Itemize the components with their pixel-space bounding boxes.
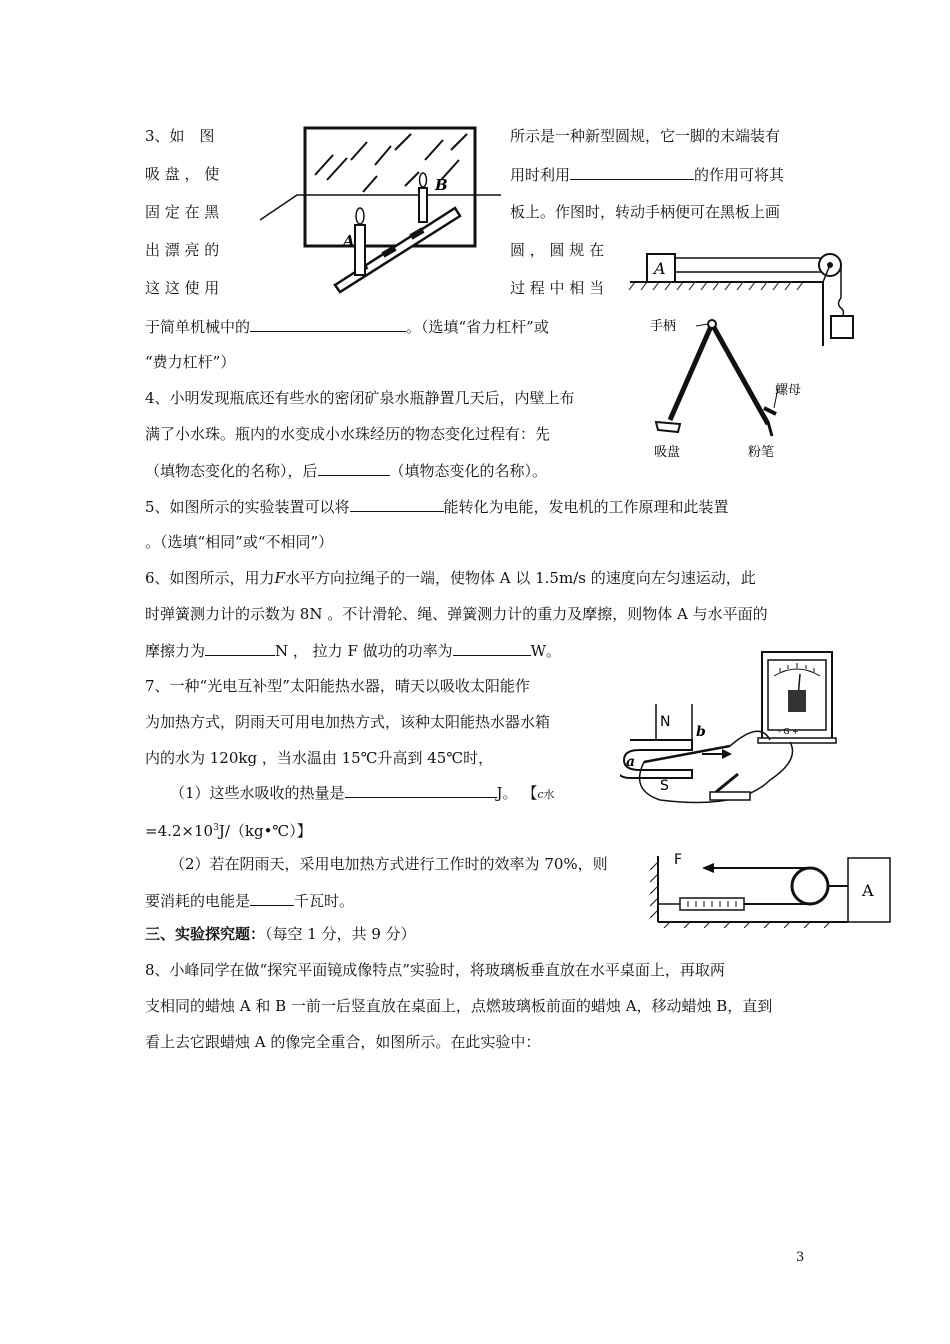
q5-blank-energy[interactable] xyxy=(350,496,444,512)
q6-line1-text-b: 水平方向拉绳子的一端，使物体 A 以 1.5m/s 的速度向左匀速运动，此 xyxy=(284,569,756,587)
page-number: 3 xyxy=(796,1250,805,1265)
q7-line1: 7、一种“光电互补型”太阳能热水器，晴天以吸收太阳能作 xyxy=(145,677,530,695)
force-f-label: F xyxy=(674,852,683,868)
mirror-candle-figure xyxy=(255,120,505,300)
q6-blank-power[interactable] xyxy=(453,640,531,656)
q4-blank-second[interactable] xyxy=(318,460,390,476)
q7-line4-sub: 水 xyxy=(543,788,555,801)
block-a2-label: A xyxy=(862,881,874,900)
q3-line3-left: 固 定 在 黑 xyxy=(145,203,220,221)
q7-line3: 内的水为 120kg ，当水温由 15℃升高到 45℃时， xyxy=(145,749,494,767)
wire-end-b-label: b xyxy=(696,724,706,740)
candle-a-label: A xyxy=(343,232,355,250)
spring-pulley-figure xyxy=(640,848,895,928)
q7-line5-text-b: J/（kg•℃）】 xyxy=(218,822,312,840)
magnet-n-label: N xyxy=(660,714,671,730)
q8-line1: 8、小峰同学在做“探究平面镜成像特点”实验时，将玻璃板垂直放在水平桌面上，再取两 xyxy=(145,961,725,979)
magnet-s-label: S xyxy=(660,778,669,794)
q6-line1-text-a: 6、如图所示，用力 xyxy=(145,569,275,587)
q3-blank-lever[interactable] xyxy=(250,316,406,332)
q3-line3-right: 板上。作图时，转动手柄便可在黑板上画 xyxy=(510,203,781,221)
q7-line5-exp: 3 xyxy=(213,823,219,833)
q7-line2: 为加热方式，阴雨天可用电加热方式，该种太阳能热水器水箱 xyxy=(145,713,551,731)
q3-line4-right: 圆 ， 圆 规 在 xyxy=(510,241,605,259)
q3-line2-left: 吸 盘 ， 使 xyxy=(145,165,220,183)
q4-line3 xyxy=(145,460,547,481)
wire-end-a-label: a xyxy=(626,754,636,770)
q3-line7: “费力杠杆”） xyxy=(145,353,236,371)
q3-line2-text-b: 的作用可将其 xyxy=(694,166,785,184)
q3-line6 xyxy=(145,316,549,337)
q3-line1-right: 所示是一种新型圆规，它一脚的末端装有 xyxy=(510,127,781,145)
q6-line3 xyxy=(145,640,561,661)
q7-line6: （2）若在阴雨天，采用电加热方式进行工作时的效率为 70%，则 xyxy=(170,855,608,873)
q7-line4-text-a: （1）这些水吸收的热量是 xyxy=(170,784,345,802)
q3-line4-left: 出 漂 亮 的 xyxy=(145,241,220,259)
q6-blank-friction[interactable] xyxy=(205,640,275,656)
compass-figure xyxy=(650,312,825,460)
q4-line1: 4、小明发现瓶底还有些水的密闭矿泉水瓶静置几天后，内壁上布 xyxy=(145,389,575,407)
q8-line2: 支相同的蜡烛 A 和 B 一前一后竖直放在桌面上，点燃玻璃板前面的蜡烛 A，移动蜡烛 B，直到 xyxy=(145,997,773,1015)
q5-line1 xyxy=(145,496,729,517)
q7-line7-text-a: 要消耗的电能是 xyxy=(145,892,251,910)
q3-line2-text-a: 用时利用 xyxy=(510,166,571,184)
q4-line3-text-a: （填物态变化的名称），后 xyxy=(145,462,318,480)
q6-line2: 时弹簧测力计的示数为 8N 。不计滑轮、绳、弹簧测力计的重力及摩擦，则物体 A 与水平面的 xyxy=(145,605,768,623)
q3-line5-left: 这 这 使 用 xyxy=(145,279,220,297)
q6-line3-text-b: N ， 拉力 F 做功的功率为 xyxy=(275,642,453,660)
q6-line1 xyxy=(145,568,756,588)
q3-line6-text-a: 于简单机械中的 xyxy=(145,318,251,336)
section3-title: 三、实验探究题： xyxy=(145,925,266,943)
svg-text:- G +: - G + xyxy=(778,727,799,736)
q7-blank-heat[interactable] xyxy=(345,782,497,798)
q5-line1-text-a: 5、如图所示的实验装置可以将 xyxy=(145,498,350,516)
q3-blank-suction[interactable] xyxy=(570,164,694,180)
q8-line3: 看上去它跟蜡烛 A 的像完全重合，如图所示。在此实验中： xyxy=(145,1033,541,1051)
section3-note: （每空 1 分，共 9 分） xyxy=(265,925,416,943)
q7-line4-c: c xyxy=(537,788,544,801)
q3-line1-left: 3、如 图 xyxy=(145,127,215,145)
q7-line5-text-a: =4.2×10 xyxy=(145,822,214,840)
q6-line3-text-c: W。 xyxy=(530,642,562,660)
block-a-label: A xyxy=(654,259,666,278)
compass-sucker-label: 吸盘 xyxy=(654,445,681,460)
q3-line6-text-b: 。（选填“省力杠杆”或 xyxy=(406,318,549,336)
q6-line1-force: F xyxy=(274,569,285,587)
q7-line4-text-b: J。 【 xyxy=(496,784,538,802)
generator-figure xyxy=(620,650,845,815)
q3-line5-right: 过 程 中 相 当 xyxy=(510,279,605,297)
q5-line2: 。（选填“相同”或“不相同”） xyxy=(145,533,334,551)
q7-line7-text-b: 千瓦时。 xyxy=(294,892,355,910)
q7-blank-energy[interactable] xyxy=(250,890,294,906)
q7-line5 xyxy=(145,818,312,841)
candle-b-label: B xyxy=(435,176,448,194)
q7-line7 xyxy=(145,890,354,911)
compass-handle-label: 手柄 xyxy=(650,319,677,334)
q3-line2-right xyxy=(510,164,784,185)
q6-line3-text-a: 摩擦力为 xyxy=(145,642,206,660)
compass-nut-label: 螺母 xyxy=(775,383,802,398)
q7-line4 xyxy=(170,782,555,805)
section3-header xyxy=(145,924,416,944)
q4-line2: 满了小水珠。瓶内的水变成小水珠经历的物态变化过程有：先 xyxy=(145,425,551,443)
q4-line3-text-b: （填物态变化的名称）。 xyxy=(389,462,548,480)
compass-chalk-label: 粉笔 xyxy=(748,445,775,460)
q5-line1-text-b: 能转化为电能，发电机的工作原理和此装置 xyxy=(443,498,729,516)
